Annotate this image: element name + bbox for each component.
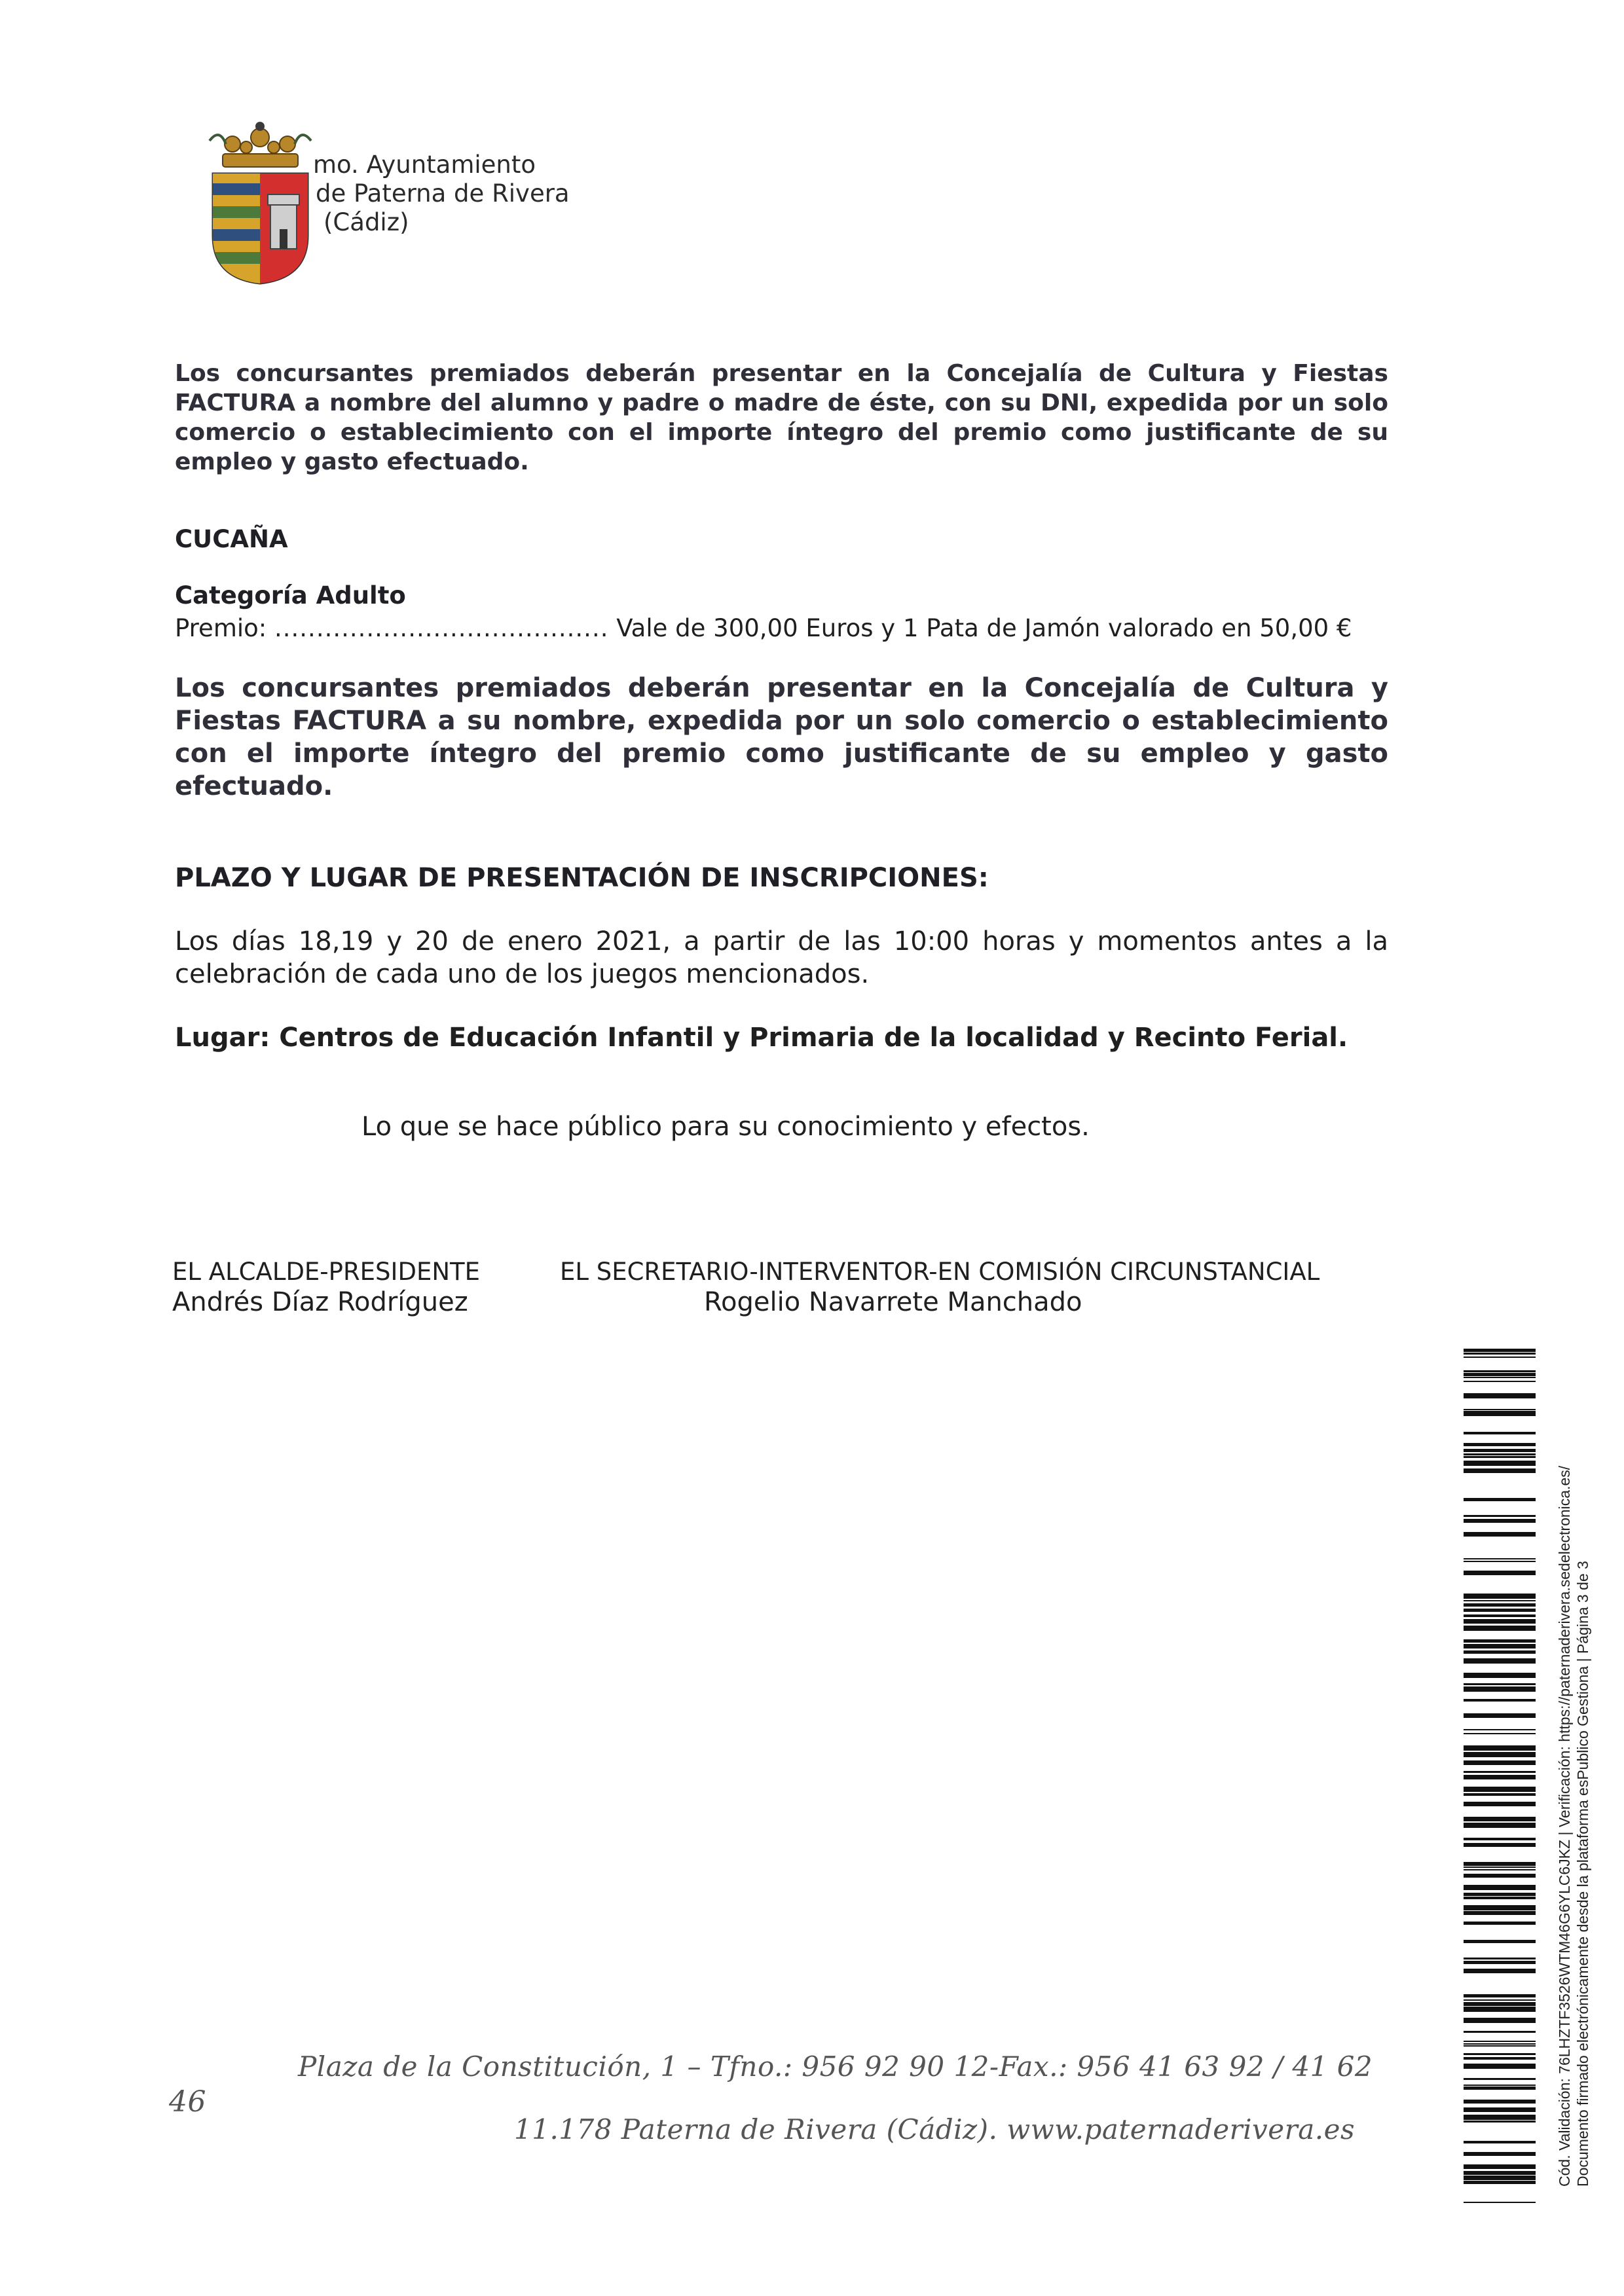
plazo-text: Los días 18,19 y 20 de enero 2021, a partir de las 10:00 horas y momentos antes a la celebración de cada uno de los juegos mencionados. [175,926,1388,989]
page-number: 46 [169,2085,206,2119]
footer-website: 11.178 Paterna de Rivera (Cádiz). www.paternaderivera.es [514,2113,1356,2145]
plazo-lugar: Lugar: Centros de Educación Infantil y Primaria de la localidad y Recinto Ferial. [175,1023,1348,1053]
validation-line-2: Documento firmado electrónicamente desde la plataforma esPublico Gestiona | Página 3 de 3 [1574,1561,1591,2187]
validation-line-1: Cód. Validación: 76LHZTF3526WTM46G6YLC6JKZ | Verificación: https://paternaderivera.sedelectronica.es/ [1556,1465,1573,2187]
cucana-note: Los concursantes premiados deberán presentar en la Concejalía de Cultura y Fiestas FACTURA a su nombre, expedida por un solo comercio o establecimiento con el importe íntegro del premio como justificante de su empleo y gasto efectuado. [175,673,1388,801]
prize-label: Premio: [175,614,267,642]
header-line-3: (Cádiz) [323,208,409,236]
cucana-category: Categoría Adulto [175,581,406,610]
secretary-title: EL SECRETARIO-INTERVENTOR-EN COMISIÓN CIRCUNSTANCIAL [560,1258,1320,1286]
mayor-title: EL ALCALDE-PRESIDENTE [172,1258,480,1286]
cucana-title: CUCAÑA [175,525,288,553]
validation-text [1555,1349,1595,2187]
prize-value: Vale de 300,00 Euros y 1 Pata de Jamón valorado en 50,00 € [616,614,1352,642]
coat-of-arms-icon [206,115,314,286]
plazo-title: PLAZO Y LUGAR DE PRESENTACIÓN DE INSCRIPCIONES: [175,863,989,893]
closing-text: Lo que se hace público para su conocimiento y efectos. [361,1112,1090,1142]
cucana-prize-line [175,614,1352,642]
footer-address: Plaza de la Constitución, 1 – Tfno.: 956 92 90 12-Fax.: 956 41 63 92 / 41 62 [298,2050,1373,2083]
prize-dots: ........................................ [274,614,609,642]
mayor-name: Andrés Díaz Rodríguez [172,1287,468,1317]
header-line-1: mo. Ayuntamiento [313,151,536,179]
student-prize-note: Los concursantes premiados deberán presentar en la Concejalía de Cultura y Fiestas FACTURA a nombre del alumno y padre o madre de éste, con su DNI, expedida por un solo comercio o establecimiento con el importe íntegro del premio como justificante de su empleo y gasto efectuado. [175,360,1388,475]
secretary-name: Rogelio Navarrete Manchado [704,1287,1082,1317]
barcode-icon [1464,1349,1536,2203]
header-line-2: de Paterna de Rivera [316,179,570,208]
